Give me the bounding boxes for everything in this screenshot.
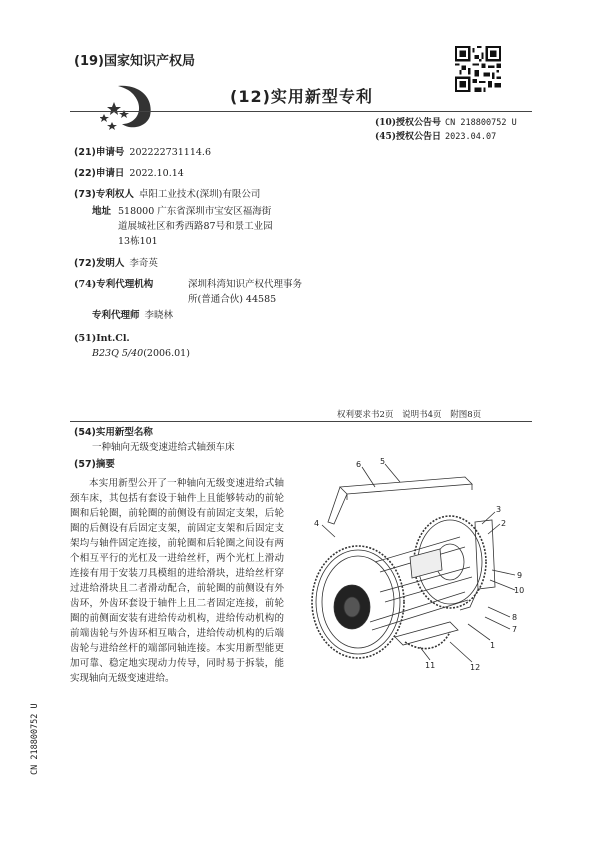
- agency-line-2: 所(普通合伙) 44585: [188, 294, 277, 305]
- abstract-text: 本实用新型公开了一种轴向无级变速进给式轴颈车床，其包括有套设于轴件上且能够转动的前轮圈和后轮圈，前轮圈的前侧设有前固定支架，后轮圈的后侧设有后固定支架，前固定支架和后固定支架均与轴件固定连接，前轮圈和后轮圈之间设有两个相互平行的光杠及一进给丝杆，两个光杠上滑动连接有用于安装刀具模组的进给滑块，进给丝杆穿过进给滑块且二者滑动配合，前轮圈的前侧设有外齿环，外齿环套设于轴件上且二者固定连接，前轮圈的前侧面安装有进给传动机构，进给传动机构的前端齿轮与外齿环相互啮合，进给传动机构的后端齿轮与进给丝杆的端部同轴连接。本实用新型能更加可靠、稳定地实现动力传导，同时易于拆装，能实现轴向无级变速进给。: [70, 478, 284, 684]
- figure-label-8: 8: [512, 613, 518, 622]
- figure-label-3: 3: [496, 505, 502, 514]
- patentee-label: (73)专利权人: [74, 189, 134, 200]
- figure-label-4: 4: [314, 519, 320, 528]
- side-publication-number: CN 218800752 U: [30, 703, 40, 775]
- patentee: 卓阳工业技术(深圳)有限公司: [138, 189, 261, 200]
- agent: 李晓林: [144, 310, 174, 321]
- address-line-2: 道展城社区和秀西路87号和景工业园: [118, 221, 273, 232]
- application-date-row: [74, 167, 184, 181]
- pub-date-label: (45)授权公告日: [375, 132, 442, 142]
- intcl-row: [92, 347, 190, 361]
- utility-model-title: 一种轴向无级变速进给式轴颈车床: [92, 442, 235, 453]
- office-name: (19)国家知识产权局: [74, 54, 195, 69]
- lathe-figure: [300, 452, 535, 677]
- section-divider: [70, 421, 532, 422]
- inventor: 李奇英: [129, 258, 158, 269]
- inventor-label: (72)发明人: [74, 258, 125, 269]
- pub-date-row: [375, 129, 496, 142]
- pub-date: 2023.04.07: [445, 132, 497, 142]
- figure-label-2: 2: [501, 519, 507, 528]
- agent-row: [92, 309, 173, 323]
- app-date-label: (22)申请日: [74, 168, 125, 179]
- qr-code-icon: [455, 46, 501, 92]
- figure-label-9: 9: [517, 571, 523, 580]
- figure-label-1: 1: [490, 641, 496, 650]
- figure-label-11: 11: [425, 661, 436, 670]
- figure-label-6: 6: [356, 460, 362, 469]
- figure-label-7: 7: [512, 625, 518, 634]
- address-label: 地址: [92, 206, 112, 217]
- agency-label: (74)专利代理机构: [74, 279, 154, 290]
- patentee-row: [74, 188, 260, 202]
- address-line-3: 13栋101: [118, 236, 158, 247]
- page-counts: 权利要求书2页 说明书4页 附图8页: [337, 410, 482, 420]
- application-number-row: [74, 146, 211, 160]
- figure-label-5: 5: [380, 457, 386, 466]
- figure-label-10: 10: [514, 586, 525, 595]
- pub-number-row: [375, 115, 517, 128]
- cnipa-logo-icon: [100, 80, 160, 132]
- abstract-label: (57)摘要: [74, 459, 115, 470]
- intcl-label: (51)Int.Cl.: [74, 333, 130, 344]
- app-no: 202222731114.6: [129, 147, 212, 158]
- patent-kind: (12)实用新型专利: [230, 87, 373, 106]
- header-divider: [70, 111, 532, 112]
- figure-label-12: 12: [470, 663, 481, 672]
- app-no-label: (21)申请号: [74, 147, 125, 158]
- title-label: (54)实用新型名称: [74, 427, 153, 438]
- intcl-code: B23Q 5/40: [92, 348, 144, 359]
- agency-line-1: 深圳科湾知识产权代理事务: [188, 279, 303, 290]
- inventor-row: [74, 257, 158, 271]
- address-line-1: 518000 广东省深圳市宝安区福海街: [118, 206, 272, 217]
- pub-number: CN 218800752 U: [445, 118, 517, 128]
- app-date: 2022.10.14: [129, 168, 184, 179]
- agent-label: 专利代理师: [92, 310, 140, 321]
- intcl-year: (2006.01): [143, 348, 190, 359]
- pub-number-label: (10)授权公告号: [375, 118, 442, 128]
